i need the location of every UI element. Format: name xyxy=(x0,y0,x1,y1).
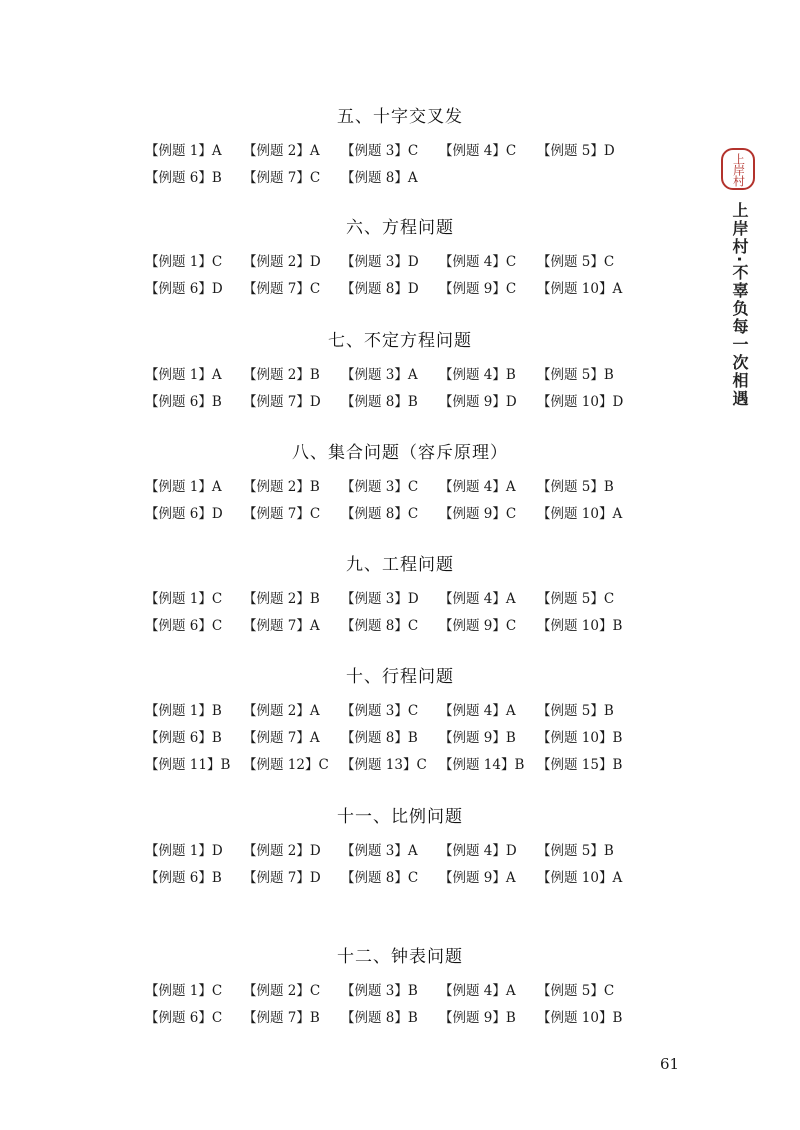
answer-item: 【例题 5】C xyxy=(537,591,615,607)
answer-item: 【例题 6】B xyxy=(145,170,222,186)
answer-item: 【例题 3】D xyxy=(341,254,419,270)
answer-item: 【例题 8】C xyxy=(341,506,419,522)
answer-item: 【例题 2】B xyxy=(243,367,320,383)
answer-item: 【例题 1】A xyxy=(145,143,222,159)
answer-item: 【例题 10】B xyxy=(537,618,623,634)
answer-item: 【例题 7】B xyxy=(243,1010,320,1026)
answer-item: 【例题 13】C xyxy=(341,757,427,773)
answer-item: 【例题 5】B xyxy=(537,479,614,495)
answer-item: 【例题 3】C xyxy=(341,703,419,719)
answer-item: 【例题 6】B xyxy=(145,394,222,410)
answer-item: 【例题 8】B xyxy=(341,394,418,410)
answer-item: 【例题 7】D xyxy=(243,394,321,410)
answer-item: 【例题 4】A xyxy=(439,479,516,495)
answer-item: 【例题 4】A xyxy=(439,703,516,719)
answer-item: 【例题 3】A xyxy=(341,367,418,383)
section-title: 十一、比例问题 xyxy=(337,807,463,827)
answer-item: 【例题 5】C xyxy=(537,983,615,999)
answer-item: 【例题 9】C xyxy=(439,618,517,634)
answer-item: 【例题 4】C xyxy=(439,254,517,270)
answer-item: 【例题 10】A xyxy=(537,870,623,886)
answer-item: 【例题 1】C xyxy=(145,591,223,607)
answer-item: 【例题 1】C xyxy=(145,983,223,999)
answer-item: 【例题 10】A xyxy=(537,281,623,297)
answer-item: 【例题 10】B xyxy=(537,730,623,746)
answer-item: 【例题 2】B xyxy=(243,479,320,495)
answer-item: 【例题 6】C xyxy=(145,618,223,634)
answer-item: 【例题 1】A xyxy=(145,479,222,495)
answer-item: 【例题 7】D xyxy=(243,870,321,886)
section-title: 十二、钟表问题 xyxy=(337,947,463,967)
answer-item: 【例题 9】B xyxy=(439,1010,516,1026)
answer-item: 【例题 1】C xyxy=(145,254,223,270)
answer-item: 【例题 7】C xyxy=(243,170,321,186)
answer-item: 【例题 2】D xyxy=(243,843,321,859)
answer-item: 【例题 6】B xyxy=(145,730,222,746)
answer-item: 【例题 7】A xyxy=(243,618,320,634)
section-title: 五、十字交叉发 xyxy=(337,107,463,127)
answer-item: 【例题 8】D xyxy=(341,281,419,297)
answer-item: 【例题 6】B xyxy=(145,870,222,886)
answer-item: 【例题 1】B xyxy=(145,703,222,719)
section-title: 七、不定方程问题 xyxy=(328,331,472,351)
answer-item: 【例题 9】D xyxy=(439,394,517,410)
answer-item: 【例题 9】C xyxy=(439,506,517,522)
answer-item: 【例题 6】D xyxy=(145,281,223,297)
side-brand xyxy=(718,148,762,408)
answer-item: 【例题 8】B xyxy=(341,1010,418,1026)
answer-item: 【例题 7】C xyxy=(243,506,321,522)
answer-item: 【例题 9】B xyxy=(439,730,516,746)
answer-item: 【例题 6】D xyxy=(145,506,223,522)
answer-item: 【例题 12】C xyxy=(243,757,329,773)
section-title: 十、行程问题 xyxy=(346,667,454,687)
answer-item: 【例题 11】B xyxy=(145,757,231,773)
answer-item: 【例题 3】C xyxy=(341,479,419,495)
answer-item: 【例题 3】C xyxy=(341,143,419,159)
answer-item: 【例题 4】D xyxy=(439,843,517,859)
answer-item: 【例题 3】D xyxy=(341,591,419,607)
answer-item: 【例题 9】C xyxy=(439,281,517,297)
answer-item: 【例题 2】C xyxy=(243,983,321,999)
answer-item: 【例题 4】B xyxy=(439,367,516,383)
answer-item: 【例题 14】B xyxy=(439,757,525,773)
answer-item: 【例题 10】A xyxy=(537,506,623,522)
answer-item: 【例题 5】C xyxy=(537,254,615,270)
page-number: 61 xyxy=(660,1055,680,1073)
answer-item: 【例题 8】A xyxy=(341,170,418,186)
answer-item: 【例题 5】B xyxy=(537,367,614,383)
answer-item: 【例题 5】B xyxy=(537,703,614,719)
answer-item: 【例题 8】B xyxy=(341,730,418,746)
answer-item: 【例题 5】B xyxy=(537,843,614,859)
answer-item: 【例题 1】D xyxy=(145,843,223,859)
answer-item: 【例题 7】C xyxy=(243,281,321,297)
answer-item: 【例题 9】A xyxy=(439,870,516,886)
answer-item: 【例题 5】D xyxy=(537,143,615,159)
brand-slogan: 上岸村·不辜负每一次相遇 xyxy=(730,202,749,409)
answer-item: 【例题 6】C xyxy=(145,1010,223,1026)
answer-item: 【例题 3】B xyxy=(341,983,418,999)
answer-item: 【例题 7】A xyxy=(243,730,320,746)
section-title: 九、工程问题 xyxy=(346,555,454,575)
answer-item: 【例题 4】A xyxy=(439,591,516,607)
answer-item: 【例题 2】A xyxy=(243,143,320,159)
answer-item: 【例题 2】A xyxy=(243,703,320,719)
answer-item: 【例题 10】B xyxy=(537,1010,623,1026)
answer-item: 【例题 8】C xyxy=(341,618,419,634)
answer-item: 【例题 15】B xyxy=(537,757,623,773)
answer-item: 【例题 8】C xyxy=(341,870,419,886)
brand-seal-logo: 上岸村 xyxy=(721,148,755,190)
section-title: 六、方程问题 xyxy=(346,218,454,238)
answer-item: 【例题 4】C xyxy=(439,143,517,159)
answer-item: 【例题 2】B xyxy=(243,591,320,607)
answer-item: 【例题 3】A xyxy=(341,843,418,859)
section-title: 八、集合问题（容斥原理） xyxy=(292,443,508,463)
answer-item: 【例题 10】D xyxy=(537,394,624,410)
answer-item: 【例题 2】D xyxy=(243,254,321,270)
answer-item: 【例题 1】A xyxy=(145,367,222,383)
answer-item: 【例题 4】A xyxy=(439,983,516,999)
